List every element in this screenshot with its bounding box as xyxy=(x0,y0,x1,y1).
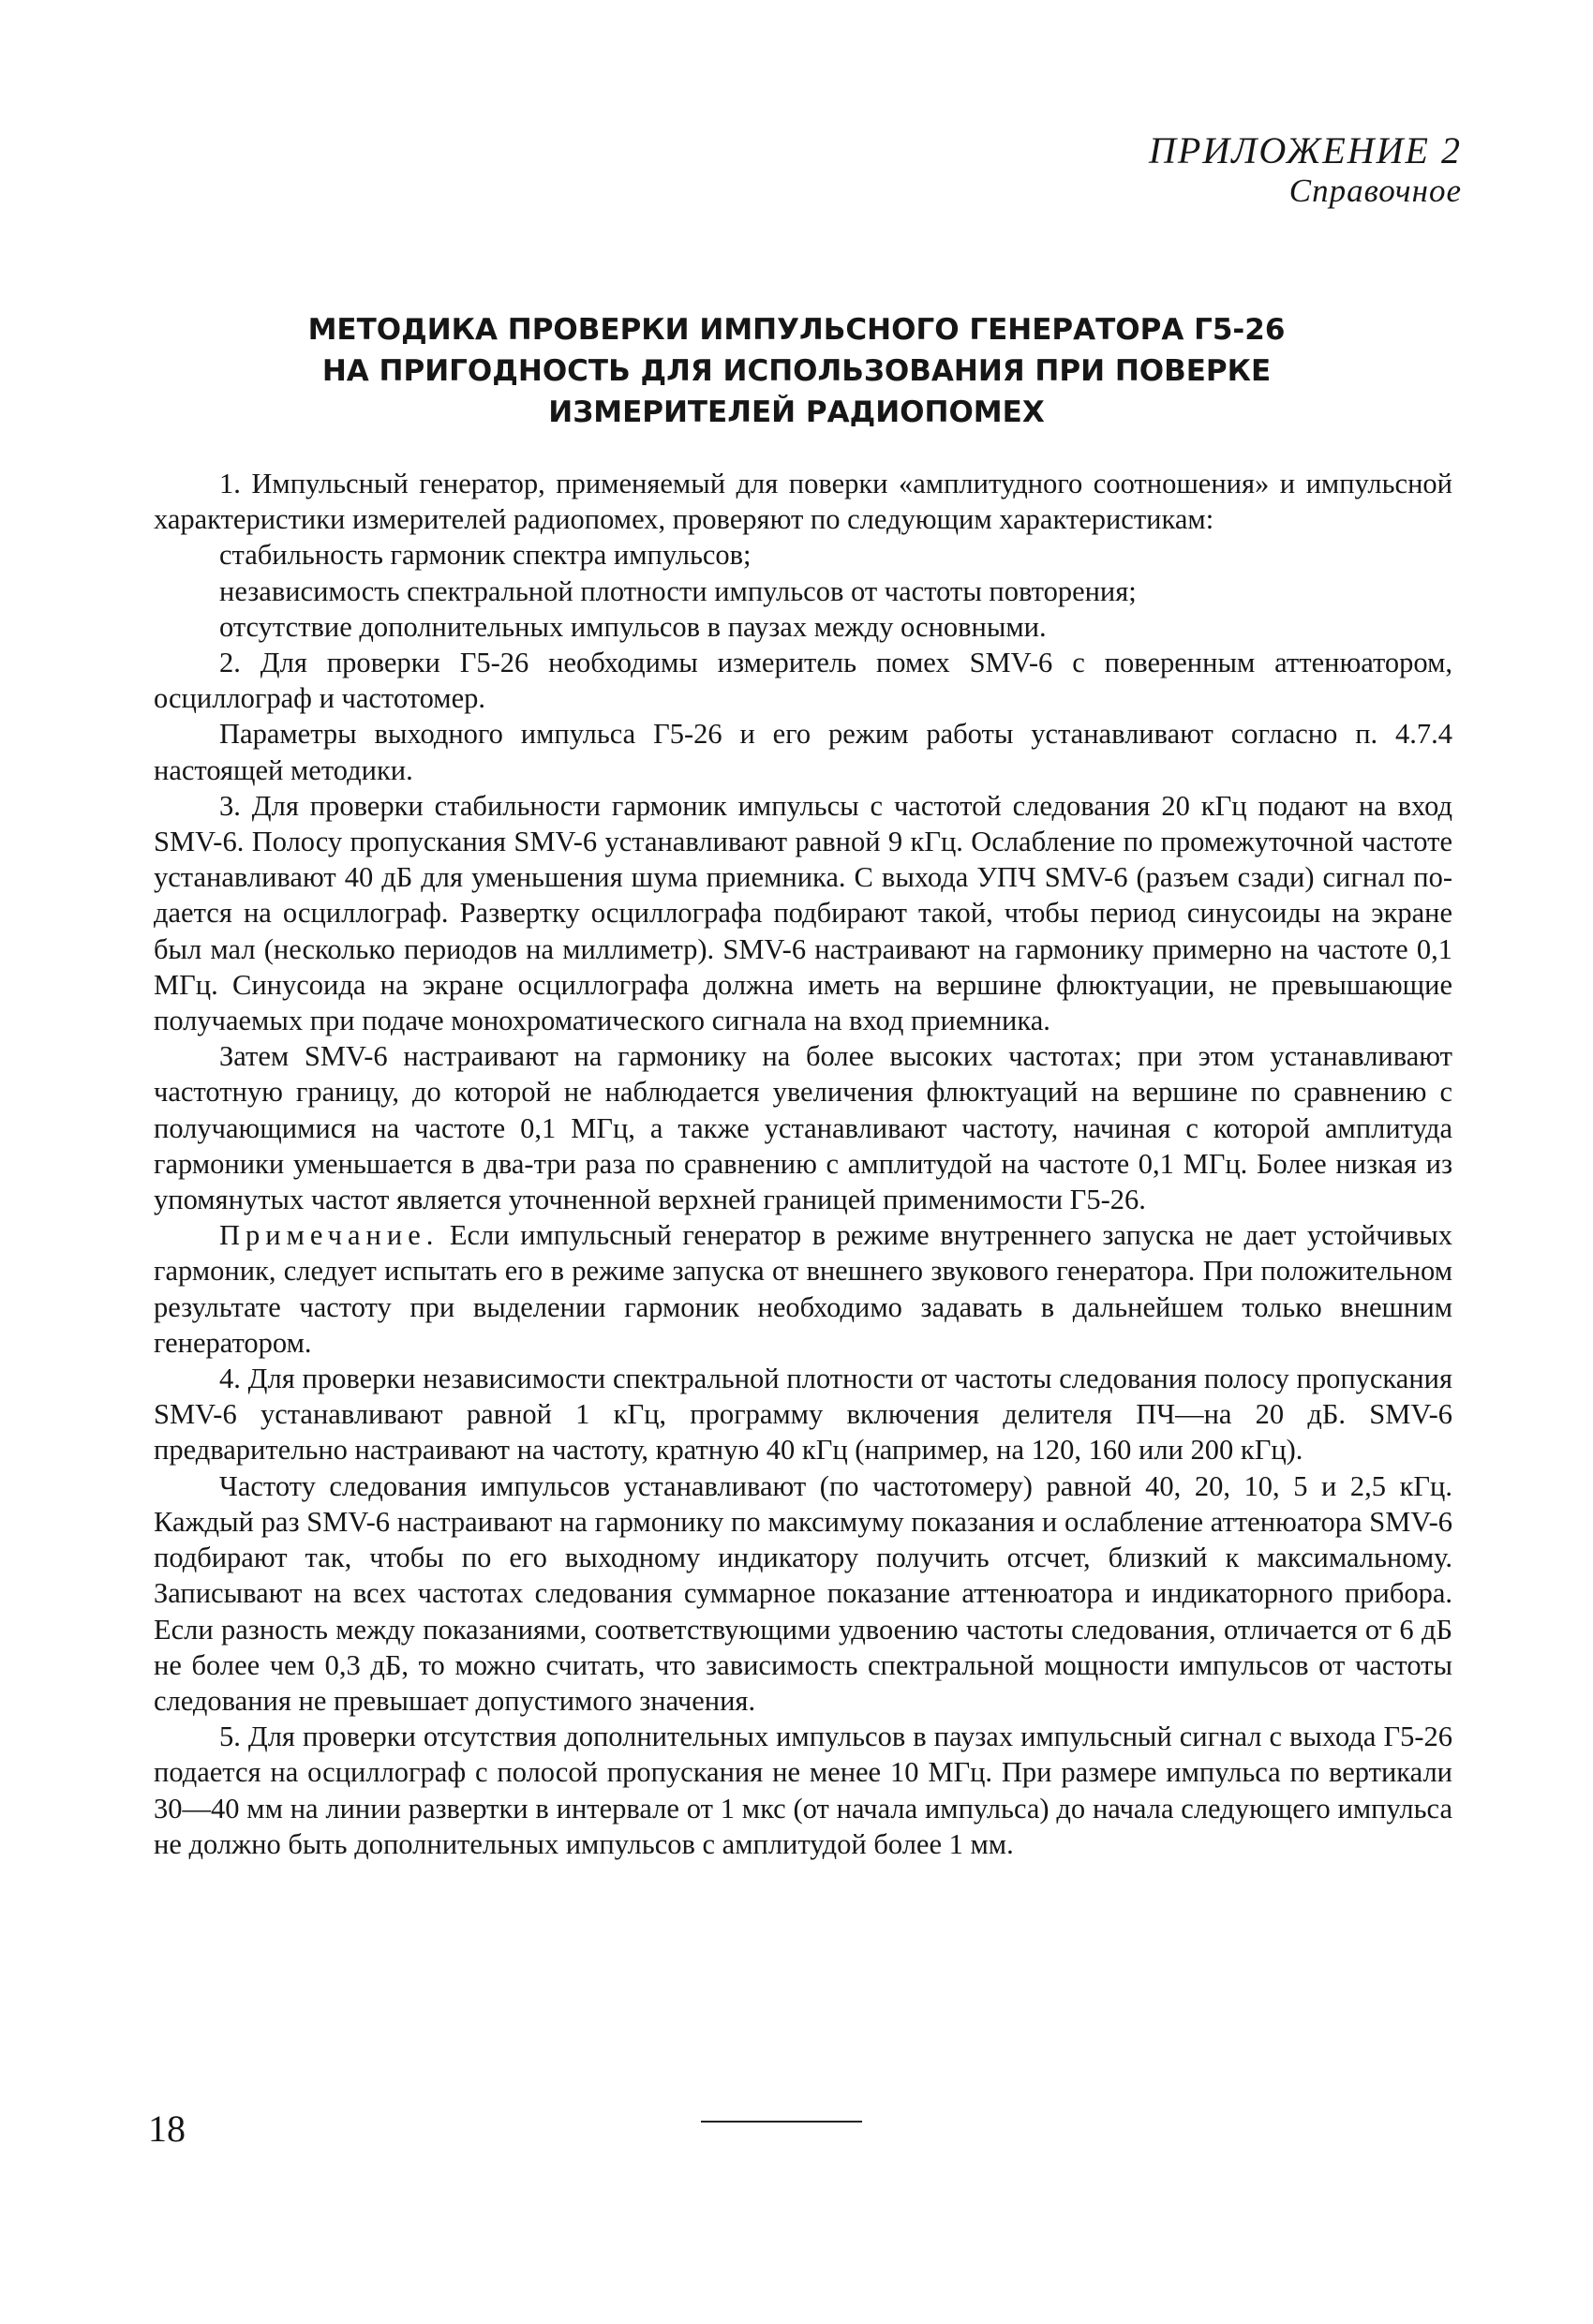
list-item-no-extra-pulses: отсутствие дополнительных импульсов в паузах между основными. xyxy=(219,610,1047,643)
paragraph-5: 5. Для проверки отсутствия дополнительных импульсов в паузах импульсный сигнал с выхода Г5-26 подается на осциллограф с полосой пропускания не менее 10 МГц. При размере импульса по вертикали 30—40 мм на линии развертки в интервале от 1 мкс (от начала импульса) до начала следующего импульса не должно быть дополнительных импульсов с амплитудой более 1 мм. xyxy=(154,1721,1452,1860)
page-number: 18 xyxy=(148,2108,186,2150)
appendix-type: Справочное xyxy=(1288,172,1462,209)
title-line-2: НА ПРИГОДНОСТЬ ДЛЯ ИСПОЛЬЗОВАНИЯ ПРИ ПОВЕРКЕ xyxy=(321,354,1272,388)
appendix-label: ПРИЛОЖЕНИЕ 2 xyxy=(1149,129,1462,171)
appendix-header xyxy=(1149,129,1462,210)
paragraph-4-continued: Частоту следования импульсов устанавливают (по частотомеру) равной 40, 20, 10, 5 и 2,5 кГц. Каждый раз SMV-6 настраивают на гармонику по максимуму показания и ослабление аттенюатора SMV-6 подбирают так, чтобы по его выходному индикатору получить отсчет, близкий к максимальному. Записывают на всех частотах следования суммарное показание аттенюатора и индикаторного прибора. Если разность между показаниями, соответствующими удвоению частоты следования, отличается от 6 дБ не более чем 0,3 дБ, то можно считать, что зависимость спектральной мощности импульсов от частоты следования не превышает допустимого значения. xyxy=(154,1469,1452,1717)
closing-rule xyxy=(701,2121,862,2123)
note-paragraph xyxy=(154,1217,1452,1361)
note-text: Если импульсный генератор в режиме внутреннего запуска не дает устойчивых гармоник, следует испытать его в режиме запуска от внешнего звукового генератора. При положительном результате частоту при выделении гармоник необходимо задавать в дальнейшем только внешним генератором. xyxy=(154,1219,1452,1359)
list-item-harmonic-stability: стабильность гармоник спектра импульсов; xyxy=(219,539,752,572)
paragraph-3: 3. Для проверки стабильности гармоник импульсы с частотой следования 20 кГц подают на вход SMV-6. Полосу пропускания SMV-6 устанавливают равной 9 кГц. Ослабление по промежуточной частоте устанавливают 40 дБ для уменьшения шума приемника. С выхода УПЧ SMV-6 (разъем сзади) сигнал подается на осциллограф. Развертку осциллографа подбирают такой, чтобы период синусоиды на экране был мал (несколько периодов на миллиметр). SMV-6 настраивают на гармонику примерно на частоте 0,1 МГц. Синусоида на экране осциллографа должна иметь на вершине флюктуации, не превышающие получаемых при подаче монохроматического сигнала на вход приемника. xyxy=(154,789,1452,1037)
paragraph-4: 4. Для проверки независимости спектральной плотности от частоты следования полосу пропускания SMV-6 устанавливают равной 1 кГц, программу включения делителя ПЧ—на 20 дБ. SMV-6 предварительно настраивают на частоту, кратную 40 кГц (например, на 120, 160 или 200 кГц). xyxy=(154,1363,1452,1467)
paragraph-3-continued: Затем SMV-6 настраивают на гармонику на более высоких частотах; при этом устанавливают частотную границу, до которой не наблюдается увеличения флюктуаций на вершине по сравнению с получающимися на частоте 0,1 МГц, а также устанавливают частоту, начиная с которой амплитуда гармоники уменьшается в два-три раза по сравнению с амплитудой на частоте 0,1 МГц. Более низкая из упомянутых частот является уточненной верхней границей применимости Г5-26. xyxy=(154,1040,1452,1216)
title-line-1: МЕТОДИКА ПРОВЕРКИ ИМПУЛЬСНОГО ГЕНЕРАТОРА Г5-26 xyxy=(307,313,1286,347)
document-body xyxy=(154,466,1452,1862)
title-line-3: ИЗМЕРИТЕЛЕЙ РАДИОПОМЕХ xyxy=(548,395,1045,429)
paragraph-1: 1. Импульсный генератор, применяемый для поверки «амплитудного соотношения» и импульсной характеристики измерителей радиопомех, проверяют по следующим характеристикам: xyxy=(154,468,1452,536)
paragraph-output-params: Параметры выходного импульса Г5-26 и его режим работы устанавливают согласно п. 4.7.4 настоящей методики. xyxy=(154,718,1452,786)
note-label: Примечание. xyxy=(219,1219,439,1252)
list-item-spectral-independence: независимость спектральной плотности импульсов от частоты повторения; xyxy=(219,574,1137,607)
paragraph-2: 2. Для проверки Г5-26 необходимы измеритель помех SMV-6 с поверенным аттенюатором, осциллограф и частотомер. xyxy=(154,647,1452,715)
document-title xyxy=(141,309,1452,433)
